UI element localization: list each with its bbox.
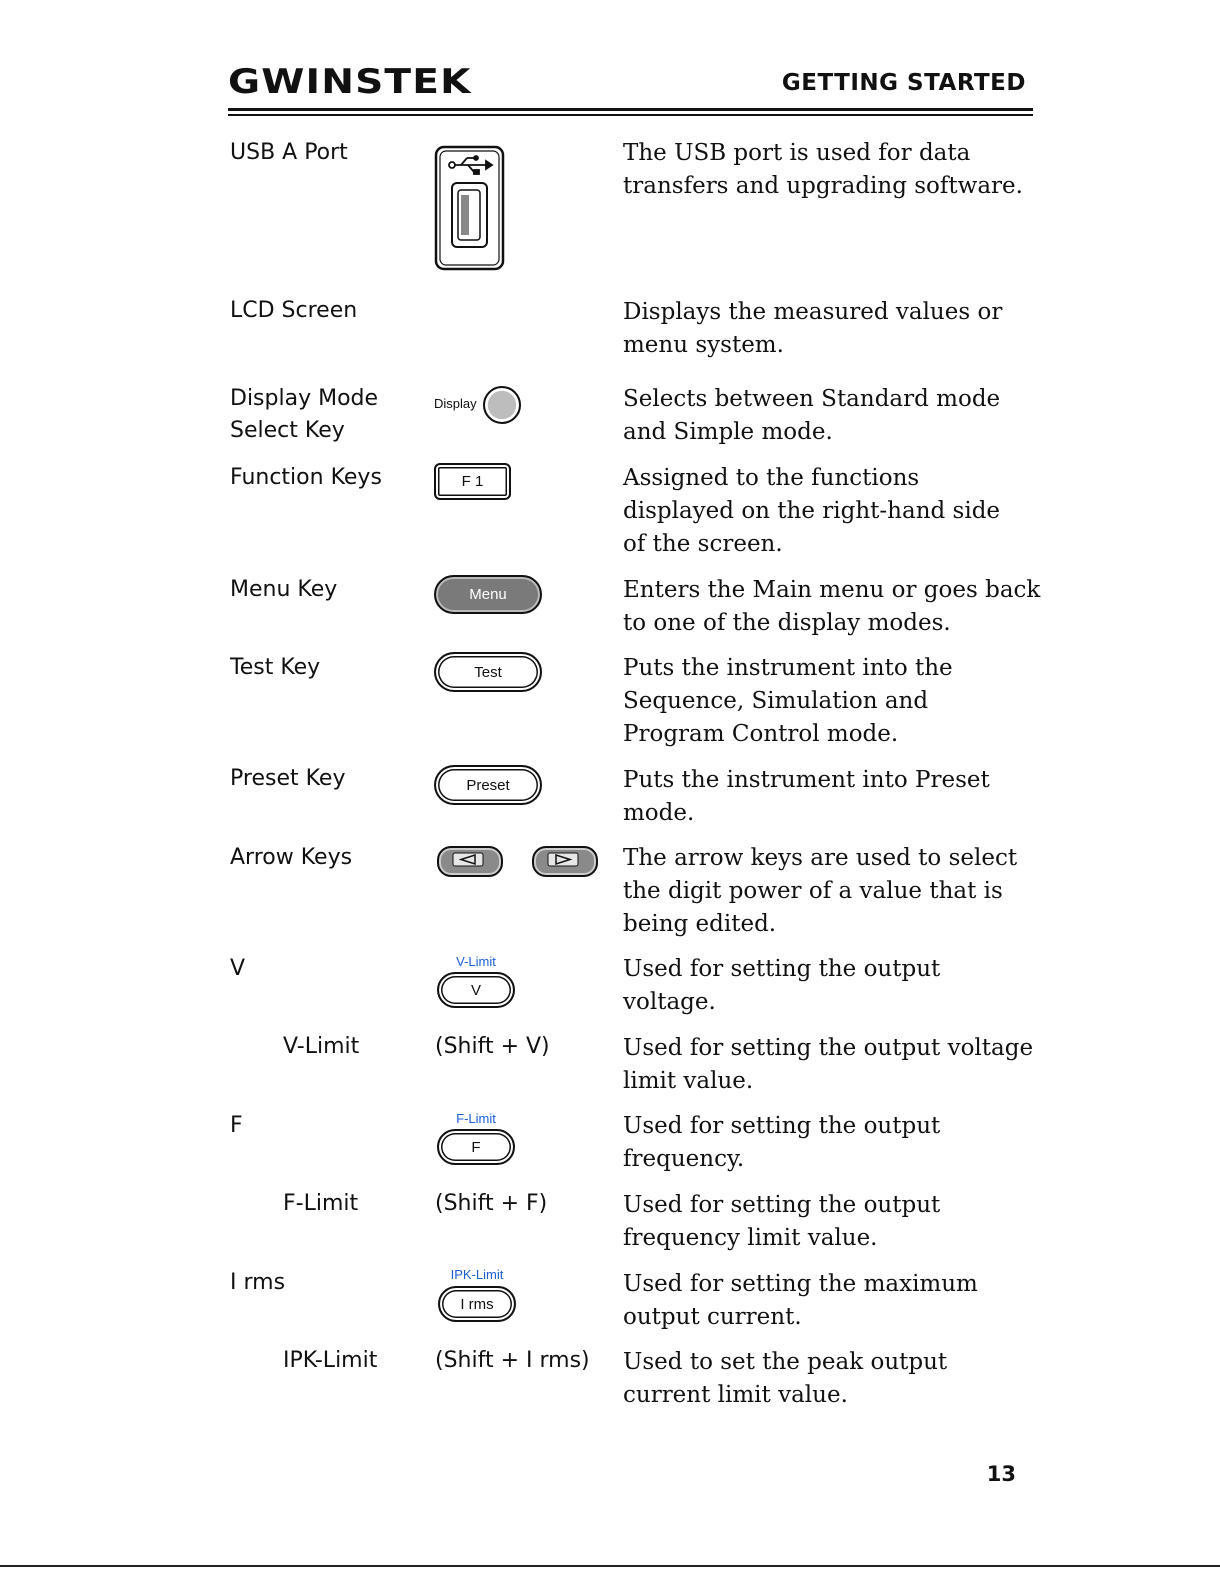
v-limit-shift: (Shift + V): [435, 1034, 550, 1059]
row-label-v-limit: V-Limit: [283, 1034, 360, 1059]
header-rule: [228, 108, 1033, 111]
v-limit-caption: V-Limit: [456, 954, 496, 969]
usb-port-icon: [434, 145, 506, 277]
display-key-button[interactable]: [483, 386, 521, 424]
row-desc-f: Used for setting the output frequency.: [623, 1113, 941, 1172]
row-desc-test-key: Puts the instrument into the Sequence, Simulation and Program Control mode.: [623, 655, 953, 747]
row-desc-v: Used for setting the output voltage.: [623, 956, 941, 1015]
header-rule-thin: [228, 114, 1033, 116]
page-number: 13: [986, 1462, 1016, 1486]
row-desc-f-limit: Used for setting the output frequency limit value.: [623, 1192, 941, 1251]
row-label-arrow-keys: Arrow Keys: [230, 845, 353, 870]
row-desc-v-limit: Used for setting the output voltage limit value.: [623, 1035, 1034, 1094]
page-bottom-edge: [0, 1565, 1220, 1567]
logo: GWINSTEK: [228, 62, 472, 102]
function-key-f1[interactable]: F 1: [434, 463, 511, 500]
row-label-f-limit: F-Limit: [283, 1191, 359, 1216]
v-key-button[interactable]: V: [437, 972, 515, 1008]
row-label-usb-port: USB A Port: [230, 140, 348, 165]
row-desc-lcd: Displays the measured values or menu system.: [623, 299, 1003, 358]
preset-key-button[interactable]: Preset: [434, 765, 542, 805]
ipk-limit-caption: IPK-Limit: [450, 1267, 504, 1282]
row-label-irms: I rms: [230, 1270, 286, 1295]
display-key-label: Display: [434, 396, 477, 411]
right-arrow-key[interactable]: [532, 846, 598, 877]
row-label-function-keys: Function Keys: [230, 465, 382, 490]
f-limit-caption: F-Limit: [456, 1111, 496, 1126]
f-limit-shift: (Shift + F): [435, 1191, 548, 1216]
left-arrow-key[interactable]: [437, 846, 503, 877]
row-desc-menu-key: Enters the Main menu or goes back to one of the display modes.: [623, 577, 1041, 636]
irms-key-button[interactable]: I rms: [438, 1286, 516, 1322]
ipk-limit-shift: (Shift + I rms): [435, 1348, 590, 1373]
row-desc-preset-key: Puts the instrument into Preset mode.: [623, 767, 990, 826]
right-arrow-icon: [534, 848, 592, 871]
left-arrow-icon: [439, 848, 497, 871]
row-desc-arrow-keys: The arrow keys are used to select the digit power of a value that is being edited.: [623, 845, 1018, 937]
row-label-display-key: Display Mode Select Key: [230, 386, 379, 443]
section-title: GETTING STARTED: [781, 70, 1026, 96]
row-desc-usb-port: The USB port is used for data transfers and upgrading software.: [623, 140, 1023, 199]
row-label-ipk-limit: IPK-Limit: [283, 1348, 378, 1373]
row-label-v: V: [230, 956, 246, 981]
menu-key-button[interactable]: Menu: [434, 575, 542, 614]
row-label-preset-key: Preset Key: [230, 766, 346, 791]
row-label-test-key: Test Key: [230, 655, 321, 680]
row-label-menu-key: Menu Key: [230, 577, 338, 602]
row-label-lcd: LCD Screen: [230, 298, 358, 323]
test-key-button[interactable]: Test: [434, 652, 542, 692]
row-label-f: F: [230, 1113, 243, 1138]
f-key-button[interactable]: F: [437, 1129, 515, 1165]
row-desc-irms: Used for setting the maximum output current.: [623, 1271, 978, 1330]
row-desc-function-keys: Assigned to the functions displayed on the right-hand side of the screen.: [623, 465, 1001, 557]
row-desc-ipk-limit: Used to set the peak output current limit value.: [623, 1349, 948, 1408]
row-desc-display-key: Selects between Standard mode and Simple mode.: [623, 386, 1001, 445]
